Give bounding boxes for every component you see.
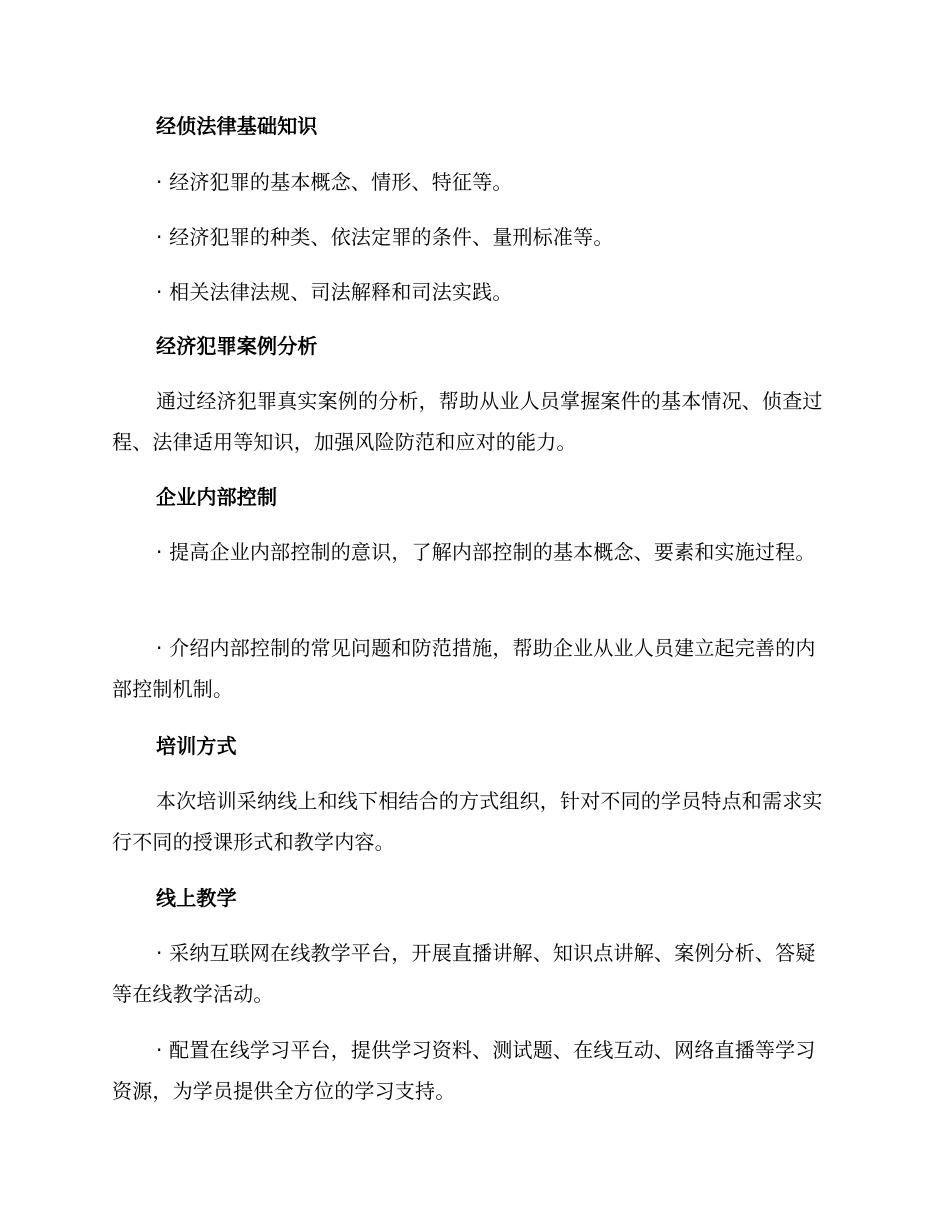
bullet-paragraph: · 经济犯罪的种类、依法定罪的条件、量刑标准等。 [156,225,614,249]
section-heading-online-teaching: 线上教学 [156,886,237,910]
section-heading-law-basics: 经侦法律基础知识 [156,114,318,138]
body-paragraph: 本次培训采纳线上和线下相结合的方式组织，针对不同的学员特点和需求实行不同的授课形式和教学内容。 [112,789,823,854]
body-paragraph: 通过经济犯罪真实案例的分析，帮助从业人员掌握案件的基本情况、侦查过程、法律适用等知识，加强风险防范和应对的能力。 [112,389,823,454]
section-heading-training-method: 培训方式 [156,734,237,758]
bullet-paragraph: · 相关法律法规、司法解释和司法实践。 [156,280,513,304]
section-heading-internal-control: 企业内部控制 [156,485,278,509]
bullet-paragraph: · 介绍内部控制的常见问题和防范措施，帮助企业从业人员建立起完善的内部控制机制。 [112,636,816,701]
section-heading-case-analysis: 经济犯罪案例分析 [156,334,318,358]
bullet-paragraph: · 配置在线学习平台，提供学习资料、测试题、在线互动、网络直播等学习资源，为学员提供全方位的学习支持。 [112,1038,816,1103]
bullet-paragraph: · 采纳互联网在线教学平台，开展直播讲解、知识点讲解、案例分析、答疑等在线教学活动。 [112,941,816,1006]
bullet-paragraph: · 提高企业内部控制的意识，了解内部控制的基本概念、要素和实施过程。 [156,540,816,564]
bullet-paragraph: · 经济犯罪的基本概念、情形、特征等。 [156,170,513,194]
